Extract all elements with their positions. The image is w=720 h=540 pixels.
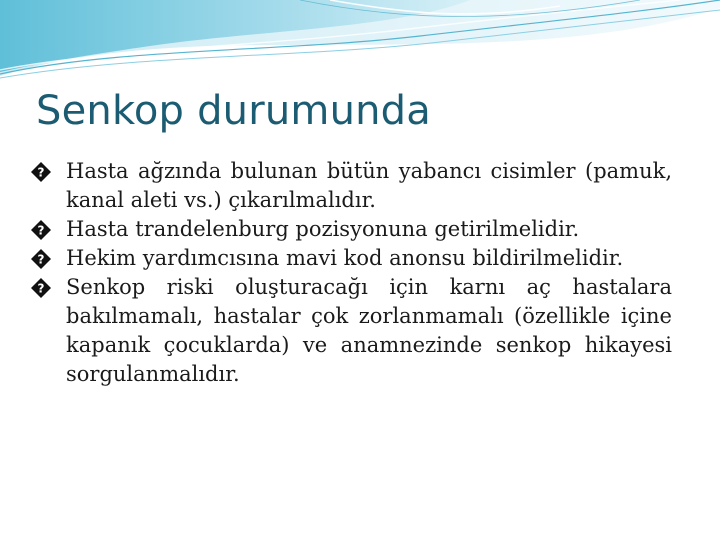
replacement-character-icon <box>30 248 52 270</box>
bullet-text: Senkop riski oluşturacağı için karnı aç hastalara bakılmamalı, hastalar çok zorlanmamalı (özellikle içine kapanık çocuklarda) ve anamnezinde senkop hikayesi sorgulanmalıdır. <box>66 275 672 386</box>
svg-text:?: ? <box>37 252 45 267</box>
bullet-text: Hasta trandelenburg pozisyonuna getirilmelidir. <box>66 217 580 241</box>
bullet-item <box>30 273 672 389</box>
bullet-item <box>30 244 672 273</box>
slide-title: Senkop durumunda <box>36 88 431 134</box>
bullet-text: Hasta ağzında bulunan bütün yabancı cisimler (pamuk, kanal aleti vs.) çıkarılmalıdır. <box>66 159 672 212</box>
header-wave-decoration <box>0 0 720 90</box>
bullet-list <box>30 157 672 389</box>
svg-text:?: ? <box>37 281 45 296</box>
bullet-text: Hekim yardımcısına mavi kod anonsu bildirilmelidir. <box>66 246 624 270</box>
replacement-character-icon <box>30 161 52 183</box>
bullet-item <box>30 215 672 244</box>
bullet-item <box>30 157 672 215</box>
svg-text:?: ? <box>37 223 45 238</box>
replacement-character-icon <box>30 277 52 299</box>
replacement-character-icon <box>30 219 52 241</box>
svg-text:?: ? <box>37 165 45 180</box>
